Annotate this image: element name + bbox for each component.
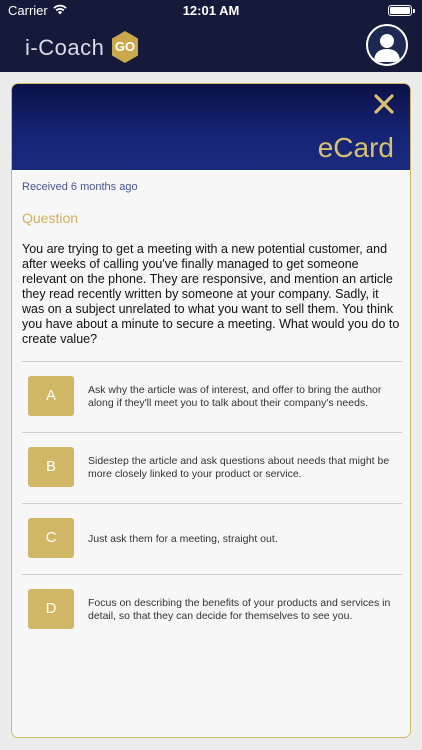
- answer-option-b[interactable]: [22, 432, 402, 503]
- answer-text: Ask why the article was of interest, and offer to bring the author along if they'll meet you to talk about their company's needs.: [88, 384, 382, 409]
- answer-letter-badge: B: [28, 447, 74, 487]
- answer-letter-badge: C: [28, 518, 74, 558]
- user-avatar-icon: [368, 26, 406, 64]
- answer-text: Just ask them for a meeting, straight out.: [88, 533, 278, 545]
- card-title: eCard: [317, 132, 394, 163]
- close-icon[interactable]: [374, 94, 394, 114]
- answer-option-c[interactable]: [22, 503, 402, 574]
- answer-text: Sidestep the article and ask questions about needs that might be more closely linked to your product or service.: [88, 455, 390, 480]
- answer-text: Focus on describing the benefits of your products and services in detail, so that they can decide for themselves to see you.: [88, 597, 391, 622]
- ecard: [11, 83, 411, 738]
- answer-option-a[interactable]: [22, 361, 402, 432]
- logo-badge-label: GO: [114, 39, 136, 54]
- logo-text: i-Coach: [25, 35, 105, 60]
- answer-option-d[interactable]: [22, 574, 402, 645]
- answer-letter-badge: A: [28, 376, 74, 416]
- logo-badge: [110, 30, 140, 64]
- answer-list: [22, 361, 402, 645]
- user-avatar-button[interactable]: [366, 24, 408, 66]
- status-time: 12:01 AM: [182, 3, 240, 18]
- answer-letter-badge: D: [28, 589, 74, 629]
- received-timestamp: Received 6 months ago: [22, 181, 138, 193]
- app-header: [0, 0, 422, 72]
- carrier-label: Carrier: [8, 3, 48, 18]
- question-heading: Question: [22, 210, 79, 226]
- card-banner: [12, 84, 410, 170]
- battery-icon: [388, 5, 412, 16]
- question-text: You are trying to get a meeting with a new potential customer, and after weeks of calling you've finally managed to get someone relevant on the phone. They are responsive, and mention an article they read recently written by someone at your company. Sadly, it was on a subject unrelated to what you want to sell them. You think you have about a minute to secure a meeting. What would you do to create value?: [22, 242, 400, 346]
- status-bar: [0, 0, 422, 22]
